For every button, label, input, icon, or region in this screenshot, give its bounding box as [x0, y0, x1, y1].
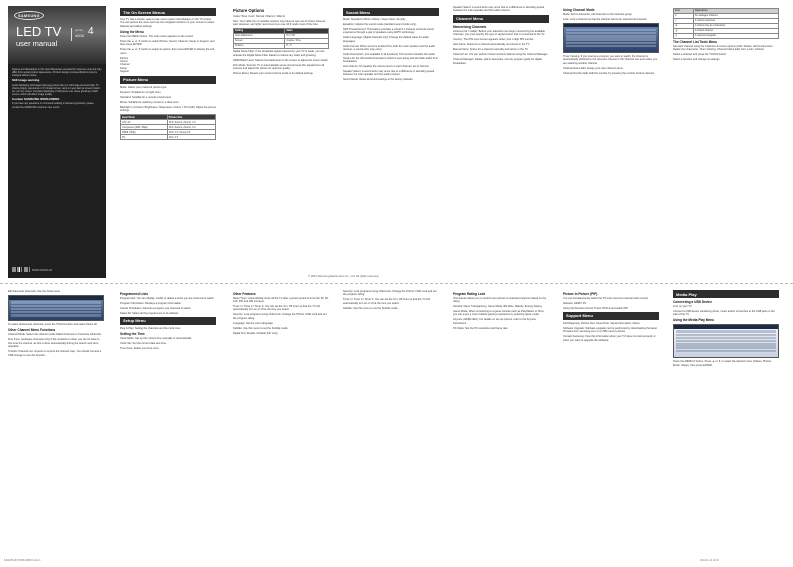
section-title: Picture Menu	[120, 76, 216, 84]
table-cell: Coarse / Fine	[285, 38, 329, 43]
channel-icon-table	[673, 8, 779, 39]
paragraph: Self Diagnosis: Picture Test, Sound Test, Signal Information, Reset.	[563, 321, 641, 325]
table-cell: On / Off	[285, 33, 329, 38]
table-cell: A channel set as a Favourite.	[693, 23, 778, 28]
section-title: Picture Options	[233, 8, 265, 13]
paragraph: Select a function and change its settings.	[673, 58, 721, 62]
paragraph: To select all favourite channels, press the TOOLS button and select Select All.	[8, 323, 98, 327]
paragraph: Film Mode: Sets the TV to automatically sense and process film signals from all sources and adjust the picture for optimum quality.	[233, 63, 325, 71]
table-cell: 16:9, Zoom1, Zoom2, 4:3	[167, 125, 215, 130]
column-other-features	[233, 290, 329, 562]
cover-heading: Still image warning	[12, 78, 40, 82]
sub-title: Using the Menu	[120, 29, 144, 34]
paragraph: Channel Manager: Delete, add to favourites, use the program guide for digital broadcasts.	[453, 58, 542, 65]
paragraph: Picture Reset: Resets your current picture mode to its default settings.	[233, 72, 314, 76]
paragraph: Auto Store: Scans for a channel automatically and stores in the TV.	[453, 43, 530, 47]
paragraph: Plug & Play: Setting the channels and the clock time.	[120, 326, 181, 330]
table-cell: Position	[234, 43, 285, 48]
paragraph: Channel Name Edit: Assign your own channel name.	[563, 66, 624, 70]
paragraph: Your TV has a simple, easy-to-use menu system that displays on the TV screen. You can access the menu and use the navigation buttons on your remote to select features and adjust settings.	[120, 18, 215, 28]
column-support	[563, 290, 659, 562]
table-header: Input Mode	[121, 115, 168, 120]
table-cell: ATV, AV	[121, 120, 168, 125]
paragraph: Country: The PIN input screen appears. Enter your 4 digit PIN number.	[453, 38, 535, 42]
sub-title: Setting the Time	[120, 331, 145, 336]
paragraph: SRS TheaterSound: This feature provides a virtual 5.1 channel surround sound experience through a pair of speakers using HRTF technology.	[343, 28, 434, 35]
fold-line	[0, 283, 793, 284]
paragraph: Programmed: You can display, modify or delete a show you are reserved to watch.	[120, 296, 215, 300]
paragraph: HDMI Black Level: Selects the black level on the screen to adjust the screen depth.	[233, 58, 329, 62]
paragraph: Press the ▲ or ▼ button to select an option, then press ENTER to display the sub-menu.	[120, 48, 216, 55]
sub-title: Other Channel Menu Functions	[8, 328, 56, 333]
paragraph: Using the Remote Control: Press TOOLS and select PIP.	[563, 306, 629, 310]
table-header: Value	[285, 28, 329, 33]
list-item: Sound	[120, 60, 128, 64]
paragraph: Contact Samsung: View this information when your TV does not work properly or when you want to upgrade the software.	[563, 335, 656, 342]
sub-title: Using the Media Play Menu	[673, 318, 715, 323]
cover-paragraph: If you have any questions or comments relating to Samsung products, please contact the SAMSUNG customer care centre.	[12, 102, 94, 109]
table-cell: 16:9, Zoom1, Zoom2, 4:3	[167, 120, 215, 125]
paragraph: Set each channel using the Channel List menu options (Add / Delete, Add to Favourite / Delete from Favourite, Timer Viewing, Channel Name Edit, Sort, Lock / Unlock).	[673, 45, 774, 52]
section-title: Support Menu	[563, 312, 659, 320]
series-model: 4005	[75, 33, 84, 38]
table-cell: HDMI (720p)	[121, 130, 168, 135]
sub-title: The Channel List Tools Menu	[673, 40, 718, 44]
paragraph: Channel Mode: Select the channel mode Added Channels or Favourite Channels.	[8, 333, 102, 337]
paragraph: Select a channel and press the TOOLS button.	[673, 53, 727, 57]
paragraph: Edit Favourite Channels: Use the Tools menu.	[8, 290, 61, 293]
paragraph: Network: HDMI / PC.	[563, 301, 588, 305]
paragraph: Standard: Suitable for a normal environment.	[120, 95, 172, 99]
paragraph: Audio Format: When sound is emitted from both the main speaker and the audio receiver, a sound echo may occur.	[343, 44, 436, 52]
paragraph: Clock Set: Set the current date and time.	[120, 341, 167, 345]
paragraph: Lock: Lock a channel so that the channel cannot be selected and viewed.	[563, 17, 648, 21]
table-cell: ✓	[674, 18, 694, 23]
paragraph: Antenna (Air / Cable): Before your television can begin memorizing the available channels, you must specify the type of signal source that is connected to the TV.	[453, 29, 545, 37]
sub-title: Other Features	[233, 291, 256, 296]
paragraph: Size: Your cable box or satellite receiver may have its own set of screen sizes as well. However, we highly recommend you use 16:9 mode most of the time.	[233, 19, 326, 26]
paragraph: Digital Text: Enable / Disable (UK only).	[233, 331, 279, 335]
edit-favourite-screenshot	[8, 295, 104, 321]
paragraph: Timer 1 / Timer 2 / Timer 3: You can set the On / Off timer so that the TV will automatically turn on or off at the time you select.	[233, 304, 320, 312]
column-programmed-lists	[120, 290, 216, 562]
paragraph: Turn on your TV.	[673, 305, 693, 308]
paragraph: Program Information: Displays a program information.	[120, 301, 182, 305]
paragraph: Digital Noise Filter: If the broadcast signal received by your TV is weak, you can activate the Digital Noise Filter feature to reduce any static and ghosting.	[233, 50, 325, 57]
picture-size-table	[120, 114, 216, 140]
table-header: Icon	[674, 8, 694, 13]
paragraph: Colour Tone: Cool / Normal / Warm1 / Warm2	[233, 14, 286, 18]
table-cell: Auto Adjustment	[234, 33, 285, 38]
paragraph: Dynamic: Suitable for a bright room.	[120, 90, 162, 94]
paragraph: Movie: Suitable for watching movies in a dark room.	[120, 100, 180, 104]
column-program-rating	[453, 290, 549, 562]
paragraph: Mode: Standard / Music / Movie / Clear Voice / Amplify	[343, 18, 406, 21]
copyright-notice: © 2011 Samsung Electronics Co., Ltd. All rights reserved.	[308, 274, 380, 278]
paragraph: Fine Tune: (analogue channels only) If the reception is clear, you do not have to fine tune the channel, as this is done automatically during the search and store operation.	[8, 338, 100, 349]
column-media-play	[673, 290, 779, 562]
list-item: Support	[120, 70, 130, 74]
table-header: Operations	[693, 8, 778, 13]
samsung-logo: SAMSUNG	[14, 11, 44, 20]
cover-title: LED TV	[16, 24, 62, 39]
crop-mark-right: 2011-01-12 12:00	[700, 559, 719, 562]
cover-body	[12, 68, 102, 110]
table-cell: PC	[121, 135, 168, 140]
table-cell: ◷	[674, 33, 694, 38]
column-picture-options	[233, 6, 329, 278]
table-row	[234, 43, 329, 48]
list-item: Setup	[120, 66, 127, 70]
table-row	[674, 33, 779, 38]
section-title: Setup Menu	[120, 317, 216, 325]
paragraph: Auto Volume: To equalize the volume level on each channel, set to Normal.	[343, 65, 430, 69]
column-security	[343, 290, 439, 562]
crop-mark-left: [UE4005-ZF] BN68-03815A.indd 1	[4, 559, 41, 562]
cover-paragraph: Figures and illustrations in this User Manual are provided for reference only and may differ from actual product appearance. Product design and specifications may be changed without notice.	[12, 68, 102, 78]
paragraph: Audio Language: (digital channels only) Change the default value for audio languages.	[343, 36, 429, 43]
paragraph: Sound Reset: Reset all sound settings to the factory defaults.	[343, 78, 414, 82]
paragraph: Cancel Schedules: Cancels a program you reserved to watch.	[120, 306, 192, 310]
paragraph: Channel Number Edit: Edit the number by pressing the number buttons desired.	[563, 71, 655, 75]
menu-list	[120, 57, 216, 74]
paragraph: Security: Lock programs using Child Lock. Change the PIN for Child Lock and set the program rating.	[343, 290, 437, 297]
column-onscreen-menus	[120, 6, 216, 278]
column-channel-manager	[563, 6, 659, 278]
paragraph: Timer Viewing: If you reserve a program you want to watch, the channel is automatically switched to the reserved channel in the Channel List even when you are watching another channel.	[563, 54, 658, 65]
paragraph: This feature allows you to restrict user access to selected programs based on the rating.	[453, 296, 547, 303]
paragraph: Speaker Select: A sound echo may occur due to a difference in decoding speed between the main speaker and the audio receiver.	[343, 70, 435, 77]
paragraph: Software Upgrade: Software upgrade can be performed by downloading the latest firmware from samsung.com to a USB memory device.	[563, 326, 657, 334]
paragraph: Manual Store: Scans for a channel manually and stores in the TV.	[453, 48, 529, 52]
sub-title: Programmed Lists	[120, 291, 148, 296]
table-cell: 16:9, 4:3, Screen Fit	[167, 130, 215, 135]
table-cell: Screen	[234, 38, 285, 43]
table-cell: A reserved program.	[693, 33, 778, 38]
column-sound-menu	[343, 6, 439, 278]
series-number: 4	[88, 26, 94, 37]
paragraph: Audio Description: (not available in all locations) This function handles the Audio Stream for the AD (Audio Description) which is sent along with the Main audio from broadcaster.	[343, 53, 439, 64]
series-label: series	[75, 28, 84, 32]
list-item: Channel	[120, 63, 130, 67]
sub-title: Picture In Picture (PIP)	[563, 291, 598, 296]
column-favourites	[8, 290, 104, 562]
table-header: Setting	[234, 28, 285, 33]
section-title: Sound Menu	[343, 8, 439, 16]
paragraph: Sleep Timer: Automatically shuts off the TV after a preset period of time (30, 60, 90, 120, 150 and 180 minutes).	[233, 296, 329, 303]
table-cell: An analogue channel.	[693, 13, 778, 18]
paragraph: Press the ▲ or ▼ button to select Picture, Sound, Channel, Setup or Support, and then press ENTER.	[120, 39, 215, 47]
sub-title: Connecting a USB Device	[673, 300, 712, 304]
paragraph: Speaker Select: A sound echo may occur due to a difference in decoding speed between the main speaker and the audio receiver.	[453, 6, 545, 13]
sub-title: Program Rating Lock	[453, 291, 486, 296]
cover-panel	[8, 6, 106, 278]
paragraph: Channel List: You can perform these functions without using the Channel Manager.	[453, 53, 549, 57]
bottom-half	[8, 290, 785, 562]
paragraph: General: Menu Transparency, Game Mode, BD Wise, Melody, Energy Saving.	[453, 304, 543, 308]
table-cell: H / V	[285, 43, 329, 48]
list-item: Picture	[120, 56, 129, 60]
paragraph: You can simultaneously watch the TV tuner and one external video source.	[563, 296, 649, 300]
paragraph: PC Mode: Set the PC resolution and frame rate.	[453, 326, 509, 330]
paragraph: Security: Lock programs using Child Lock. Change the PIN for Child Lock and set the program rating.	[233, 313, 327, 320]
table-cell: A	[674, 13, 694, 18]
paragraph: Clock Mode: Set up the current time manually or automatically.	[120, 336, 192, 340]
screenshot-title-bar	[564, 24, 658, 28]
paragraph: Backlight / Contrast / Brightness / Sharpness / Colour / Tint (G/R): Adjust the picture settings.	[120, 105, 216, 113]
paragraph: Subtitle: Use this menu to set the Subtitle mode.	[233, 326, 289, 330]
section-title: The On Screen Menus	[120, 8, 216, 16]
top-half	[8, 6, 785, 278]
paragraph: Mode: Select your preferred picture type.	[120, 85, 167, 89]
paragraph: Equalizer: Adjusts the sound mode (standard sound mode only).	[343, 23, 417, 26]
cover-part-number: BN68-04815A-00	[32, 269, 53, 272]
table-cell: Component (480i, 480p)	[121, 125, 168, 130]
paragraph: Subtitle: Use this menu to set the Subtitle mode.	[343, 306, 399, 310]
table-header: Picture Size	[167, 115, 215, 120]
paragraph: Time Zone: Select your time zone.	[120, 346, 160, 350]
cover-heading: Contact SAMSUNG WORLDWIDE	[12, 96, 60, 101]
paragraph: Connect a USB device containing photo, music and/or movie files to the USB jack on the side of the TV.	[673, 310, 775, 317]
cover-subtitle: user manual	[16, 39, 58, 48]
paragraph: Transfer Channel List: Imports or exports the channel map. You should connect a USB storage to use this function.	[8, 350, 102, 357]
sub-title: Using Channel Mode	[563, 7, 595, 12]
paragraph: Press the MEDIA.P button. Press ▲ or ▼ to select the desired menu (Videos, Photos, Music, Setup), then press ENTER.	[673, 360, 772, 367]
paragraph: Press the MENU button. The main menu appears on the screen.	[120, 34, 194, 38]
table-cell: A locked channel.	[693, 28, 778, 33]
paragraph: Select All: Select all the programmes to be deleted.	[120, 311, 179, 315]
series-box	[71, 28, 101, 41]
table-cell: ★	[674, 23, 694, 28]
barcode-icon	[12, 267, 30, 272]
cover-paragraph: Avoid displaying still images (like jpeg picture files) or still image elements (like TV channel logos, panorama or 4:3 image format, stock or news bars at screen bottom etc.) on the screen. Constant displaying of still picture can cause ghosting of LED screen, which will affect image quality.	[12, 83, 100, 97]
column-channel-icons	[673, 6, 779, 278]
section-title: Media Play	[673, 290, 779, 298]
paragraph: Language: Set the menu language.	[233, 321, 274, 325]
paragraph: Mode: Add to Favourite, edit channels to the favourite group.	[563, 12, 633, 16]
paragraph: Anynet+ (HDMI-CEC): For details on set up options, refer to the Anynet+ instructions.	[453, 318, 537, 325]
table-row	[121, 135, 216, 140]
paragraph: Game Mode: When connecting to a game console such as PlayStation or Xbox, you can enjoy a more realistic gaming experience by selecting game mode.	[453, 309, 545, 317]
media-play-screenshot	[673, 324, 779, 358]
column-sound-continued	[453, 6, 549, 278]
channel-list-screenshot	[563, 23, 659, 53]
paragraph: Timer 1 / Timer 2 / Timer 3: You can set the On / Off timer so that the TV will automatically turn on or off at the time you select.	[343, 298, 430, 305]
table-cell: A channel selected.	[693, 18, 778, 23]
section-title: Channel Menu	[453, 15, 549, 23]
table-cell: 16:9, 4:3	[167, 135, 215, 140]
table-cell: 🔒	[674, 28, 694, 33]
pc-settings-table	[233, 28, 329, 49]
sub-title: Memorising Channels	[453, 24, 487, 29]
